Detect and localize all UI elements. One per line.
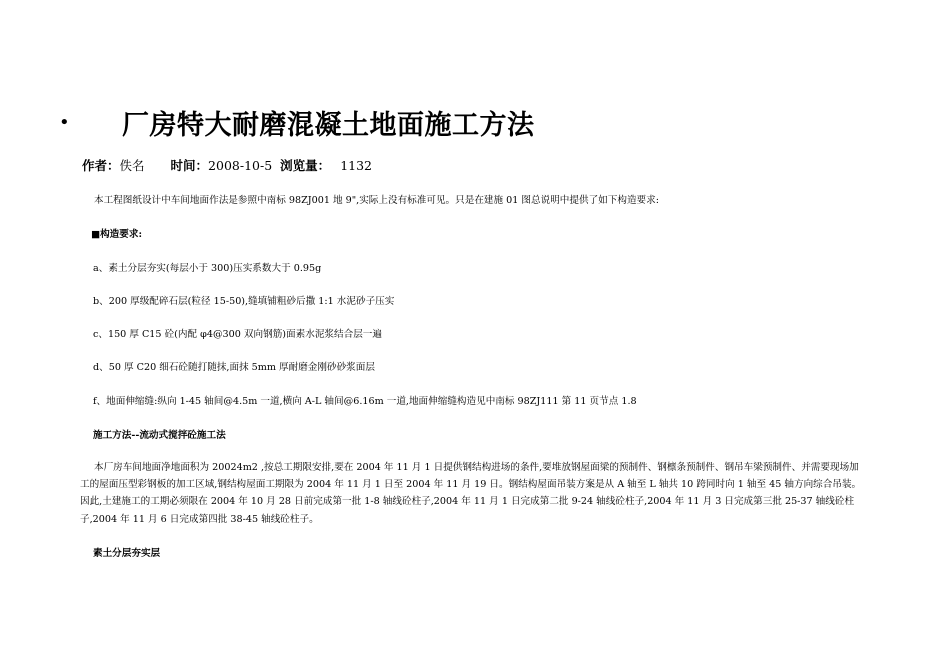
page-title: 厂房特大耐磨混凝土地面施工方法 <box>122 110 535 141</box>
method-paragraph-line: 因此,土建施工的工期必须限在 2004 年 10 月 28 日前完成第一批 1-8 轴线砼柱子,2004 年 11 月 1 日完成第二批 9-24 轴线砼柱子,2004 年 11 月 3 日完成第三批 25-37 轴线砼柱 <box>80 496 855 508</box>
time-label: 时间： <box>170 158 209 173</box>
construction-item-a: a、素土分层夯实(每层小于 300)压实系数大于 0.95g <box>93 263 322 274</box>
construction-item-f: f、地面伸缩缝:纵向 1-45 轴间@4.5m 一道,横向 A-L 轴间@6.16m 一道,地面伸缩缝构造见中南标 98ZJ111 第 11 页节点 1.8 <box>93 396 637 407</box>
construction-item-d: d、50 厚 C20 细石砼随打随抹,面抹 5mm 厚耐磨金刚砂砂浆面层 <box>93 362 375 373</box>
method-paragraph-line: 本厂房车间地面净地面积为 20024m2 ,按总工期限安排,要在 2004 年 11 月 1 日提供钢结构进场的条件,要堆放钢屋面梁的预制件、钢檩条预制件、钢吊车梁预制件、并需要现场加 <box>94 462 859 473</box>
method-paragraph-line: 子,2004 年 11 月 6 日完成第四批 38-45 轴线砼柱子。 <box>80 513 319 525</box>
views-label: 浏览量： <box>280 158 331 173</box>
article-meta <box>82 157 372 175</box>
section-heading-method: 施工方法--流动式搅拌砼施工法 <box>93 430 226 441</box>
method-paragraph <box>80 459 880 528</box>
intro-paragraph: 本工程图纸设计中车间地面作法是参照中南标 98ZJ001 地 9",实际上没有标准可见。只是在建施 01 图总说明中提供了如下构造要求: <box>94 195 659 206</box>
time-value: 2008-10-5 <box>208 158 273 173</box>
author-value: 佚名 <box>119 158 145 173</box>
author-label: 作者： <box>82 158 120 173</box>
views-value: 1132 <box>340 158 372 173</box>
construction-item-c: c、150 厚 C15 砼(内配 φ4@300 双向钢筋)面素水泥浆结合层一遍 <box>93 329 382 340</box>
construction-item-b: b、200 厚级配碎石层(粒径 15-50),缝填铺粗砂后撒 1:1 水泥砂子压实 <box>93 296 395 307</box>
method-paragraph-line: 工的屋面压型彩钢板的加工区域,钢结构屋面工期限为 2004 年 11 月 1 日至 2004 年 11 月 19 日。钢结构屋面吊装方案是从 A 轴至 L 轴共 10 跨同时向 1 轴至 45 轴方向综合吊装。 <box>80 479 862 491</box>
title-bullet: • <box>59 112 70 133</box>
section-heading-soil: 素土分层夯实层 <box>93 548 161 559</box>
section-heading-construction: ■构造要求: <box>91 229 142 240</box>
